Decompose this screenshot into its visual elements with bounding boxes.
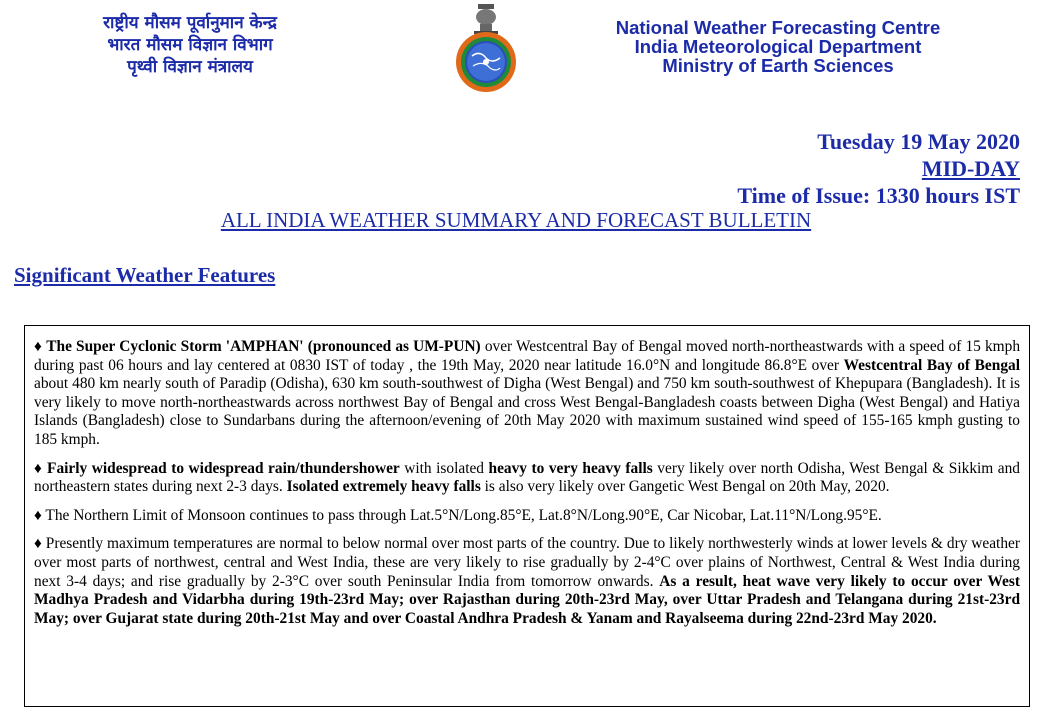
cyclone-name: The Super Cyclonic Storm 'AMPHAN' (pronounced as UM-PUN)	[46, 338, 481, 355]
rain-text-1: with isolated	[399, 459, 489, 477]
feature-monsoon: ♦ The Northern Limit of Monsoon continues to pass through Lat.5°N/Long.85°E, Lat.8°N/Long.90°E, Car Nicobar, Lat.11°N/Long.95°E.	[34, 506, 882, 524]
feature-cyclone	[34, 338, 1020, 450]
hindi-line-1: राष्ट्रीय मौसम पूर्वानुमान केन्द्र	[103, 13, 277, 33]
org-name: National Weather Forecasting Centre	[615, 17, 941, 38]
rain-heavy: heavy to very heavy falls	[488, 459, 653, 477]
bullet: ♦	[34, 459, 48, 477]
rain-text-3: is also very likely over Gangetic West Bengal on 20th May, 2020.	[480, 478, 890, 496]
date-block	[737, 128, 1020, 209]
ministry-name: Ministry of Earth Sciences	[662, 55, 894, 76]
cyclone-text-2: about 480 km nearly south of Paradip (Odisha), 630 km south-southwest of Digha (West Bengal) and 750 km south-southwest of Khepupara (Bangladesh). It is very likely to move north-northeastwards across northwest Bay of Bengal and cross West Bengal-Bangladesh coasts between Digha (West Bengal) and Hatiya Islands (Bangladesh) close to Sundarbans during the afternoon/evening of 20th May 2020 with maximum sustained wind speed of 155-165 kmph gusting to 185 kmph.	[34, 375, 1020, 448]
hindi-line-2: भारत मौसम विज्ञान विभाग	[107, 35, 273, 55]
bulletin-session: MID-DAY	[921, 156, 1020, 181]
bulletin-title: ALL INDIA WEATHER SUMMARY AND FORECAST BULLETIN	[220, 208, 812, 232]
rain-extent: Fairly widespread to widespread rain/thundershower	[47, 459, 400, 477]
department-name: India Meteorological Department	[634, 36, 922, 57]
rain-text-2: very likely over north Odisha, West Bengal & Sikkim and northeastern states during next 2-3 days.	[34, 459, 1020, 496]
section-title: Significant Weather Features	[14, 263, 276, 287]
english-header	[548, 18, 1008, 75]
rain-extreme: Isolated extremely heavy falls	[286, 478, 481, 496]
cyclone-text-1: over Westcentral Bay of Bengal moved north-northeastwards with a speed of 15 kmph during past 06 hours and lay centered at 0830 IST of today , the 19th May, 2020 near latitude 16.0°N and longitude 86.8°E over	[34, 338, 1021, 374]
bullet: ♦	[34, 338, 47, 355]
feature-rainfall	[34, 460, 1020, 497]
temp-text: ♦ Presently maximum temperatures are normal to below normal over most parts of the country. Due to likely northwesterly winds at lower levels & dry weather over most parts of northwest, central and West India, these are very likely to rise gradually by 2-4°C over plains of Northwest, Central & West India during next 3-4 days; and rise gradually by 2-3°C over south Peninsular India from tomorrow onwards.	[34, 535, 1020, 590]
bulletin-date: Tuesday 19 May 2020	[817, 129, 1020, 154]
issue-time: Time of Issue: 1330 hours IST	[737, 183, 1020, 208]
imd-emblem-icon	[428, 2, 544, 94]
cyclone-location: Westcentral Bay of Bengal	[843, 356, 1020, 374]
heatwave-warning: As a result, heat wave very likely to occur over West Madhya Pradesh and Vidarbha during 19th-23rd May; over Rajasthan during 20th-23rd May, over Uttar Pradesh and Telangana during 21st-23rd May; over Gujarat state during 20th-21st May and over Coastal Andhra Pradesh & Yanam and Rayalseema during 22nd-23rd May 2020.	[34, 572, 1021, 627]
hindi-line-3: पृथ्वी विज्ञान मंत्रालय	[127, 57, 253, 77]
hindi-header	[40, 12, 340, 78]
features-box	[24, 325, 1030, 707]
feature-temperature	[34, 535, 1020, 628]
